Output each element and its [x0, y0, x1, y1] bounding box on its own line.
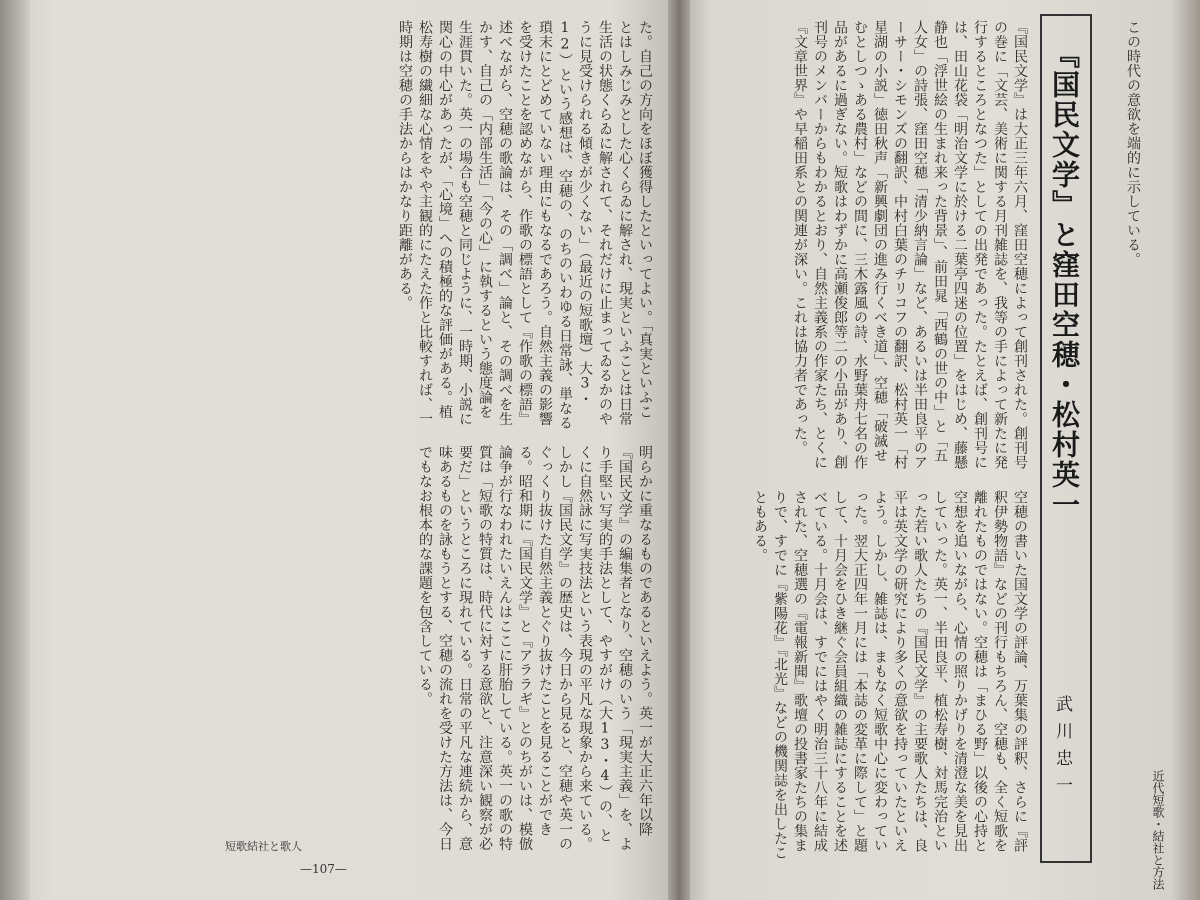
running-head: 近代短歌・結社と方法 [1151, 770, 1165, 890]
series-title: 短歌結社と歌人 [225, 840, 302, 853]
left-lower-paragraph: 明らかに重なるものであるといえよう。英一が大正六年以降『国民文学』の編集者となり、空穂のいう「現実主義」を、より手堅い写実的手法として、やすがけ（大13・4）の、とくに自然詠に写実技法という表現の平凡な現象から来ている。しかし『国民文学』の歴史は、今日から見ると、空穂や英一のぐっくり抜けた自然主義とぐり抜けたことを見ることができる。昭和期に『国民文学』と『アララギ』とのちがいは、模倣論争が行なわれたいえんはここに肝胎している。英一の歌の特質は「短歌の特質は、時代に対する意欲と、注意深い観察が必要だ」というところに現れている。日常の平凡な連続から、意味あるものを詠もうとする、空穂の流れを受けた方法は、今日でもなお根本的な課題を包含している。 [417, 445, 653, 851]
page-number: —107— [300, 862, 347, 876]
article-author: 武川忠一 [1052, 695, 1072, 803]
right-upper-paragraph: 『国民文学』は大正三年六月、窪田空穂によって創刊された。創刊号の巻に「文芸、美術に関する月刊雑誌を、我等の手によって新たに発行するところとなつた」としての出発であった。たとえば、創刊号には、田山花袋「明治文学に於ける二葉亭四迷の位置」をはじめ、藤懸静也「浮世絵の生まれ来った背景」、前田晁「西鶴の世の中」と「五人女」の詩張、窪田空穂「清少納言論」など、あるいは半田良平のアーサー・シモンズの翻訳、中村白葉のチリコフの翻訳、松村英一「村星湖の小説」徳田秋声「新興劇団の進み行くべき道」、空穂「破滅せむとしつゝある農村」などの間に、三木露風の詩、水野葉舟七名の作品があるに過ぎない。短歌はわずかに高瀬俊郎等二の小品があり、創刊号のメンバーからもわかるとおり、自然主義系の作家たち、とくに『文章世界』や早稲田系との関連が深い。これは協力者であった。 [792, 20, 1028, 470]
left-edge-shadow [0, 0, 30, 900]
left-lower-text [205, 445, 655, 855]
lead-paragraph: この時代の意欲を端的に示している。 [1125, 20, 1141, 267]
right-lower-paragraph: 空穂の書いた国文学の評論、万葉集の評釈、さらに『評釈伊勢物語』などの刊行もちろん、空穂も、全く短歌を離れたものではない。空穂は「まひる野」以後の心持と空想を追いながら、心情の照りかげりを清澄な美を見出していった。英一、半田良平、植松寿樹、対馬完治といった若い歌人たちの『国民文学』の主要歌人たちは、良平は英文学の研究により多くの意欲を持っていたといえよう。しかし、雑誌は、まもなく短歌中心に変わっていった。翌大正四年一月には「本誌の変革に際して」と題して、十月会をひき継ぐ会員組織の雑誌にすることを述べている。十月会は、すでにはやく明治三十八年に結成された、空穂選の『電報新聞』歌壇の投書家たちの集まりで、すでに『紫陽花』『北光』などの機関誌を出したこともある。 [752, 490, 1028, 860]
right-edge-shadow [1170, 0, 1200, 900]
right-upper-text [700, 20, 1030, 475]
book-gutter [668, 0, 690, 900]
lead-text [1095, 20, 1143, 840]
right-lower-text [700, 490, 1030, 865]
left-upper-paragraph: た。自己の方向をほぼ獲得したといってよい。「真実といふことはしみじみとした心くらゐに解され、現実といふことは日常生活の状態くらゐに解されて、それだけに止まってゐるかのやうに見受けられる傾きが少くない」（最近の短歌壇）大3・12）という感想は、空穂の、のちのいわゆる日常詠、単なる瑣末にとどめていない理由にもなるであろう。自然主義の影響を受けたことを認めながら、作歌の標語として『作歌の標語』述べながら、空穂の歌論は、その「調べ」論と、その調べを生かす、自己の「内部生活」「今の心」に執するという態度論を生涯貫いた。英一の場合も空穂と同じように、一時期、小説に関心の中心があったが、「心境」への積極的な評価がある。植松寿樹の繊細な心情をやや主観的にたえた作と比較すれば、一時期は空穂の手法からはかなり距離がある。 [397, 20, 653, 430]
article-title: 『国民文学』と窪田空穂・松村英一 [1048, 40, 1081, 520]
left-upper-text [205, 20, 655, 430]
